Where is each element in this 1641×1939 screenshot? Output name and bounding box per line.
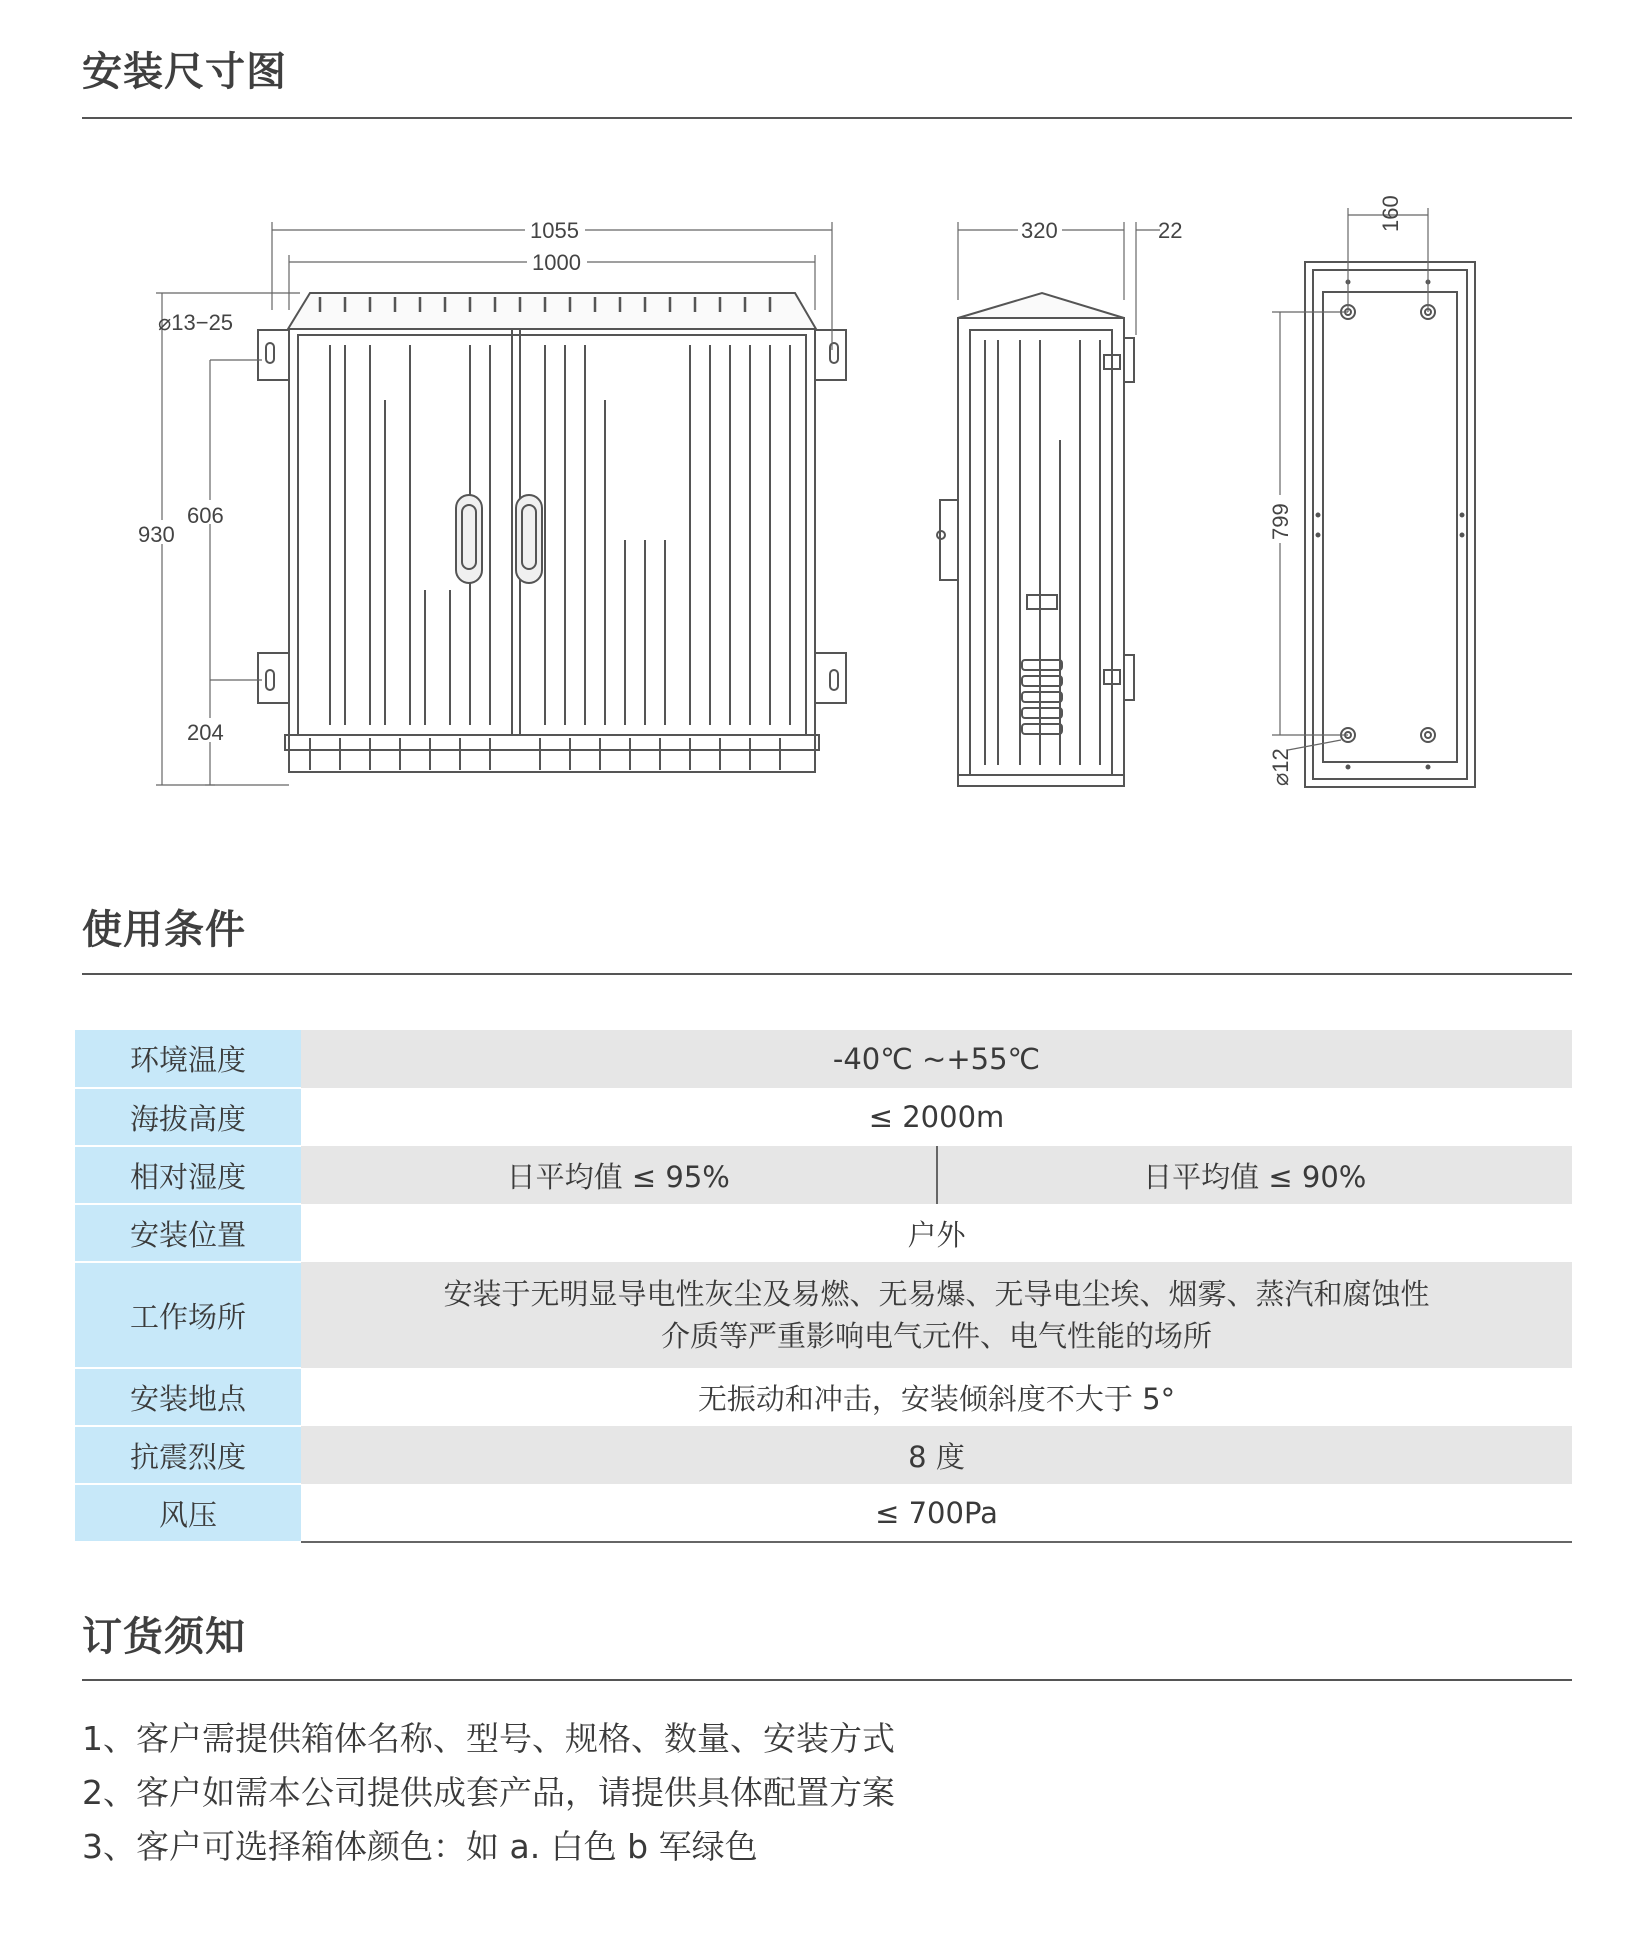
- dim-hole-spacing-x: 160: [1378, 195, 1403, 232]
- row-label: 安装地点: [75, 1368, 301, 1426]
- table-row: [75, 1030, 1572, 1088]
- row-value: [301, 1262, 1572, 1368]
- dim-width-outer: 1055: [530, 218, 579, 243]
- row-value: 无振动和冲击，安装倾斜度不大于 5°: [697, 1381, 1176, 1416]
- row-value: 8 度: [301, 1426, 1572, 1484]
- dim-height-total: 930: [138, 522, 175, 547]
- row-value-right: 日平均值 ≤ 90%: [937, 1146, 1573, 1204]
- conditions-table: [75, 1030, 1572, 1543]
- table-row: [75, 1204, 1572, 1262]
- order-notes: [82, 1712, 895, 1874]
- table-row: [75, 1484, 1572, 1542]
- table-row: [75, 1426, 1572, 1484]
- row-value-line-1: 安装于无明显导电性灰尘及易燃、无易爆、无导电尘埃、烟雾、蒸汽和腐蚀性: [443, 1277, 1430, 1311]
- note-item: 3、客户可选择箱体颜色：如 a. 白色 b 军绿色: [82, 1827, 758, 1866]
- installation-dimension-drawing: [0, 150, 1641, 810]
- row-label: 风压: [75, 1484, 301, 1542]
- dim-height-mount: 606: [187, 503, 224, 528]
- table-row: [75, 1088, 1572, 1146]
- side-view-cabinet: [937, 293, 1134, 786]
- row-value: ≤ 700Pa: [301, 1484, 1572, 1542]
- section-title-conditions: 使用条件: [82, 907, 246, 953]
- note-item: 2、客户如需本公司提供成套产品，请提供具体配置方案: [82, 1773, 895, 1812]
- section-title-install: 安装尺寸图: [82, 49, 287, 95]
- divider: [82, 117, 1572, 119]
- dim-width-inner: 1000: [532, 250, 581, 275]
- dim-height-bottom: 204: [187, 720, 224, 745]
- note-item: 1、客户需提供箱体名称、型号、规格、数量、安装方式: [82, 1719, 895, 1758]
- row-label: 海拔高度: [75, 1088, 301, 1146]
- row-value: 户外: [907, 1217, 966, 1252]
- table-row: [75, 1262, 1572, 1368]
- row-value: -40℃ ~+55℃: [301, 1030, 1572, 1088]
- dim-hole-diameter: ⌀12: [1268, 748, 1293, 786]
- row-value-left: 日平均值 ≤ 95%: [301, 1146, 937, 1204]
- dim-depth: 320: [1021, 218, 1058, 243]
- row-value: ≤ 2000m: [868, 1100, 1005, 1134]
- dim-hole-front: ⌀13−25: [158, 310, 234, 335]
- row-label: 抗震烈度: [75, 1426, 301, 1484]
- dim-hole-spacing-y: 799: [1268, 503, 1293, 540]
- row-label: 环境温度: [75, 1030, 301, 1088]
- front-view-cabinet: [258, 293, 846, 772]
- divider: [82, 973, 1572, 975]
- table-row: [75, 1368, 1572, 1426]
- table-row: [75, 1146, 1572, 1204]
- divider: [82, 1679, 1572, 1681]
- row-label: 工作场所: [75, 1262, 301, 1368]
- dim-hinge: 22: [1158, 218, 1183, 243]
- row-value-line-2: 介质等严重影响电气元件、电气性能的场所: [660, 1319, 1212, 1353]
- row-label: 相对湿度: [75, 1146, 301, 1204]
- base-view: [1305, 262, 1475, 787]
- row-label: 安装位置: [75, 1204, 301, 1262]
- section-title-order: 订货须知: [82, 1614, 246, 1660]
